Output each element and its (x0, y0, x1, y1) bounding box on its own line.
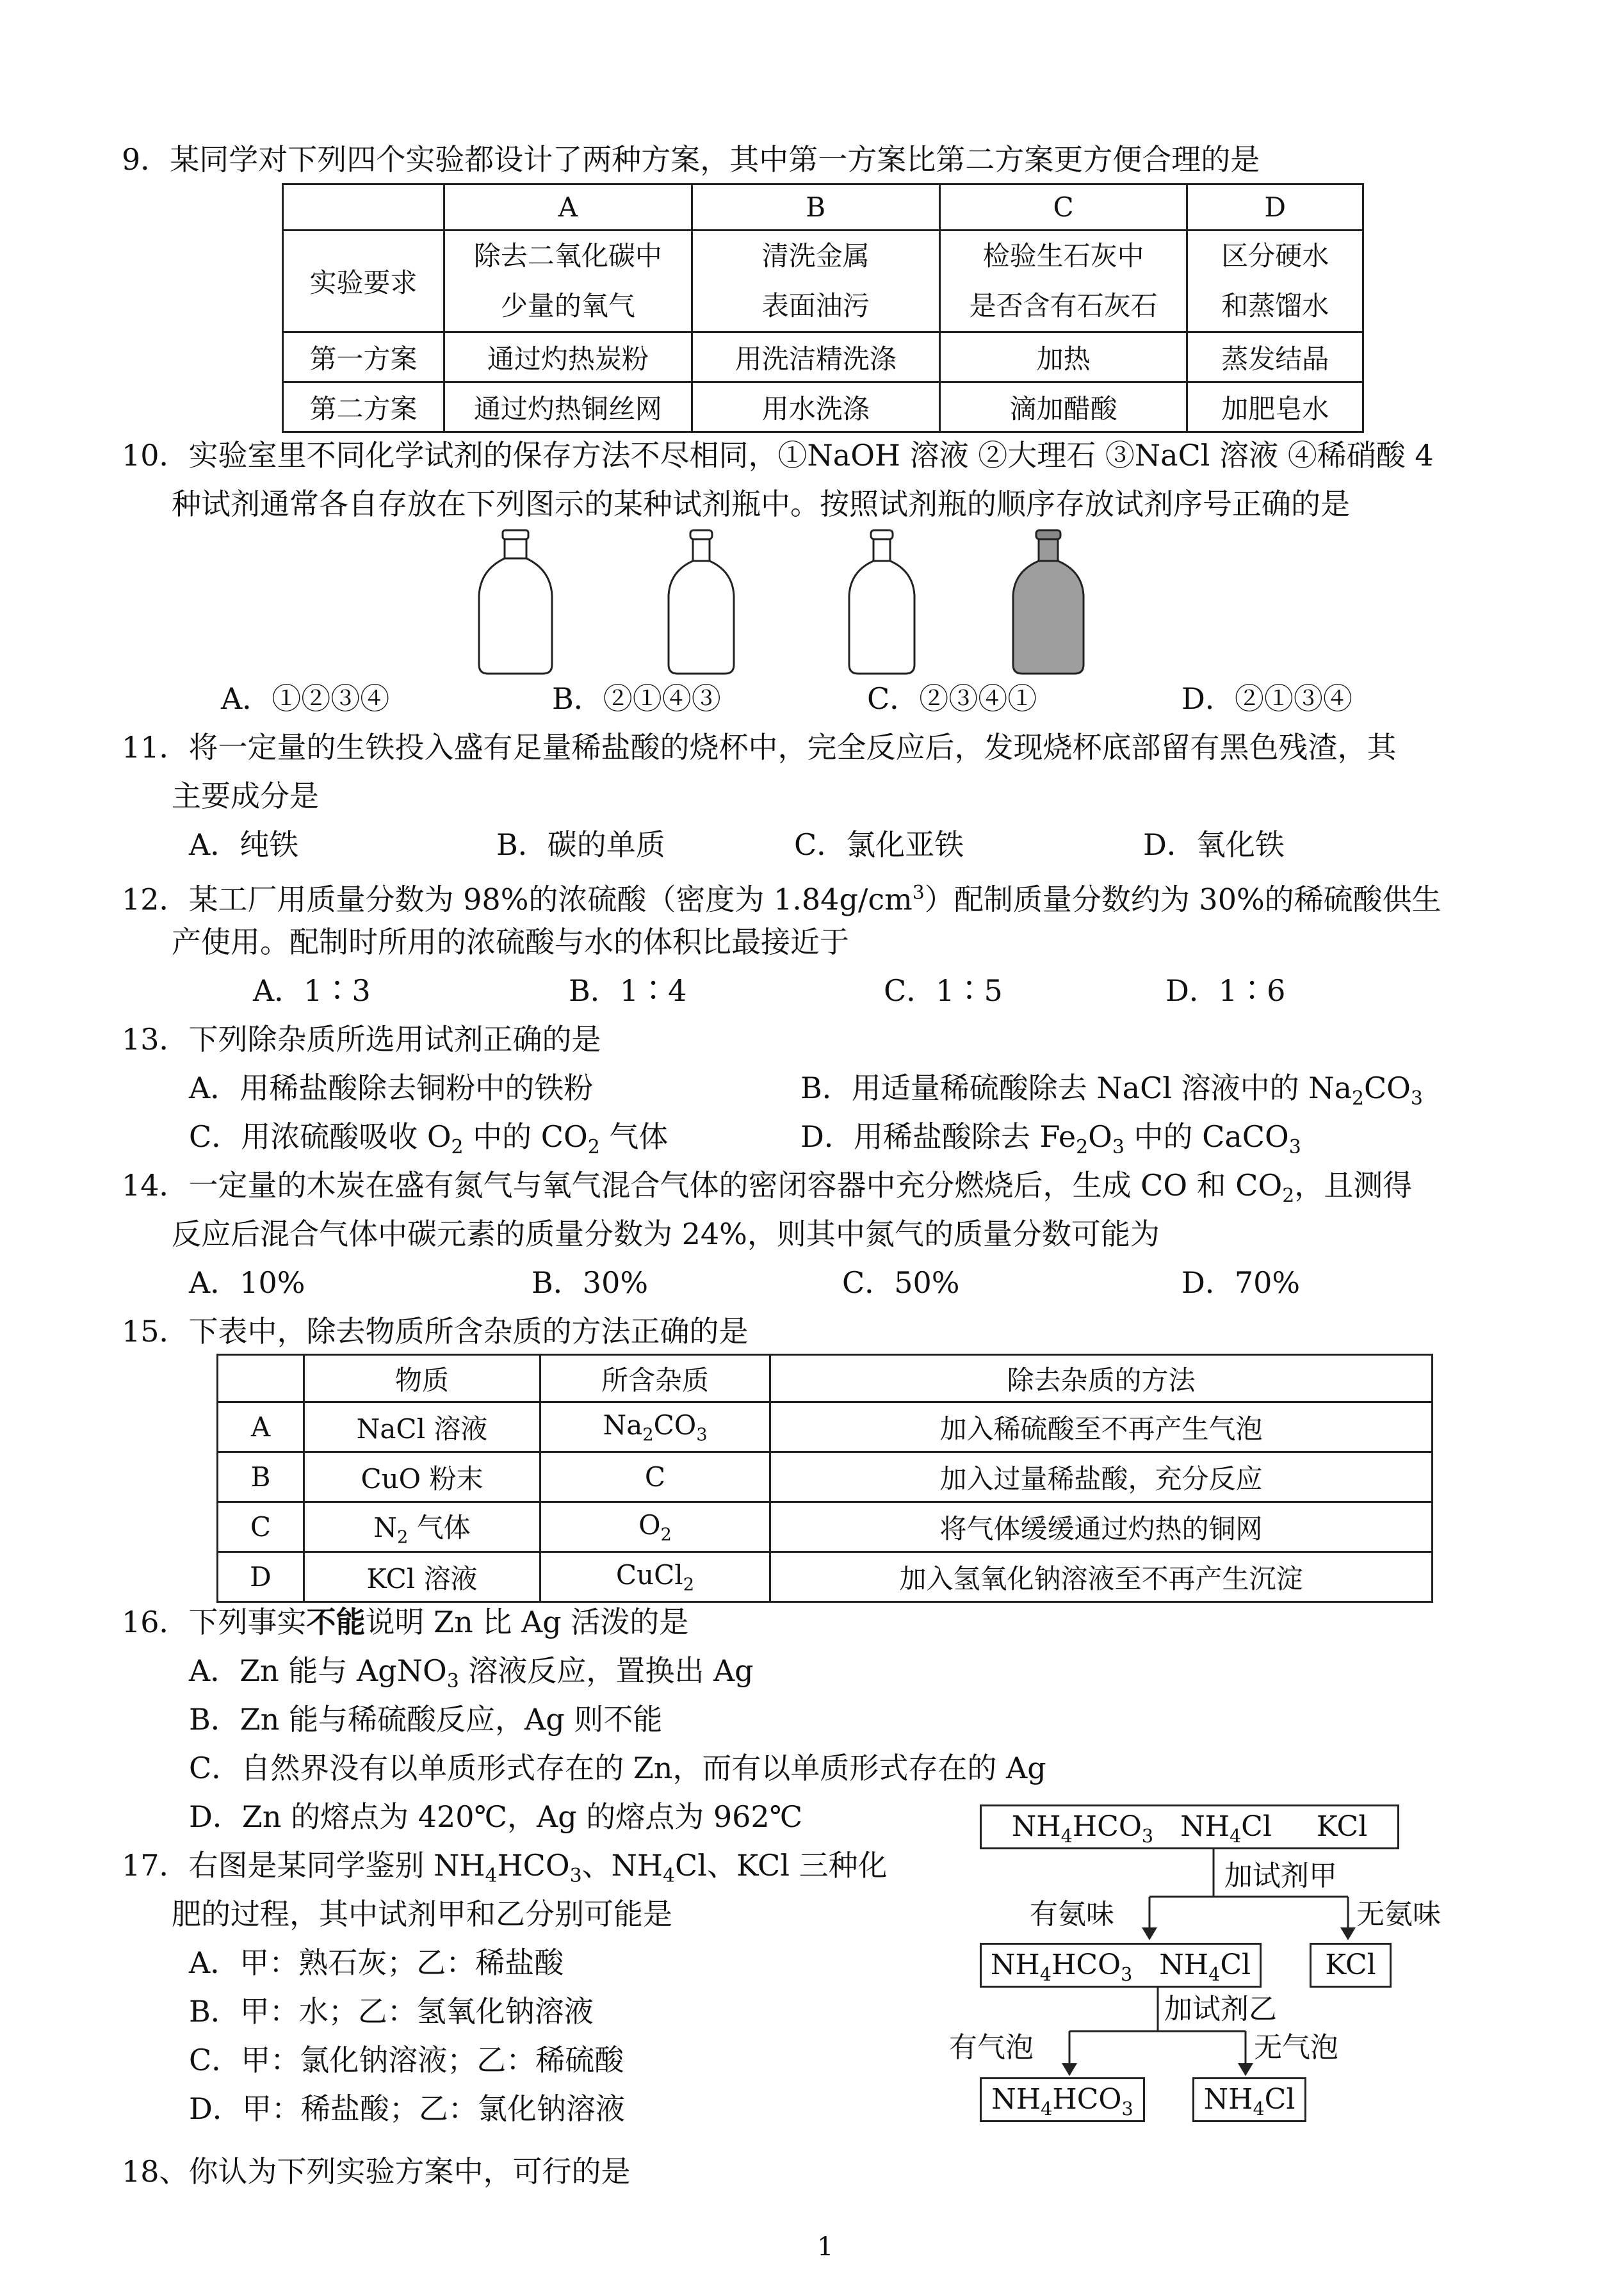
q12-option-d: D．1∶6 (1165, 973, 1286, 1008)
q10-option-b: B．②①④③ (552, 681, 721, 716)
q14-stem-line2: 反应后混合气体中碳元素的质量分数为 24%，则其中氮气的质量分数可能为 (172, 1217, 1160, 1251)
q16-option-d: D．Zn 的熔点为 420℃，Ag 的熔点为 962℃ (189, 1799, 803, 1834)
flow-label-reagent1: 加试剂甲 (1224, 1860, 1337, 1892)
q14-option-a: A．10% (189, 1265, 305, 1300)
q15-row-d-impurity: CuCl$_2$ (540, 1552, 770, 1602)
flow-label-no-bubbles: 无气泡 (1254, 2031, 1338, 2064)
q15-row-a-method: 加入稀硫酸至不再产生气泡 (770, 1402, 1433, 1452)
q15-row-d-key: D (218, 1552, 304, 1602)
q14-option-c: C．50% (842, 1265, 960, 1300)
q11-stem-line1: 11．将一定量的生铁投入盛有足量稀盐酸的烧杯中，完全反应后，发现烧杯底部留有黑色残渣，其 (122, 730, 1397, 765)
q15-row-a-impurity: $Na_2CO_3$ (540, 1402, 770, 1452)
q16-option-c: C．自然界没有以单质形式存在的 Zn，而有以单质形式存在的 Ag (189, 1751, 1046, 1785)
q13-option-a: A．用稀盐酸除去铜粉中的铁粉 (189, 1071, 594, 1105)
q9-row2-d: 加肥皂水 (1187, 382, 1363, 432)
q12-option-b: B．1∶4 (569, 973, 687, 1008)
q12-stem-line1: 12．某工厂用质量分数为 98%的浓硫酸（密度为 $1.84g/cm^3$）配制质量分数约为 30%的稀硫酸供生 (122, 882, 1441, 917)
q14-option-d: D．70% (1181, 1265, 1301, 1300)
flow-label-no-ammonia-smell: 无氨味 (1356, 1898, 1441, 1931)
q15-row-b-substance: CuO 粉末 (304, 1452, 540, 1502)
q9-row1-label: 第一方案 (283, 332, 444, 382)
q10-stem-line1: 10．实验室里不同化学试剂的保存方法不尽相同，①NaOH 溶液 ②大理石 ③NaCl 溶液 ④稀硝酸 4 (122, 438, 1434, 473)
q9-row1-b: 用洗洁精洗涤 (692, 332, 939, 382)
flow-label-bubbles: 有气泡 (949, 2031, 1034, 2064)
page-number: 1 (817, 2232, 834, 2262)
q10-option-c: C．②③④① (867, 681, 1037, 716)
q9-row2-c: 滴加醋酸 (939, 382, 1187, 432)
q14-stem-line1: 14．一定量的木炭在盛有氮气与氧气混合气体的密闭容器中充分燃烧后，生成 CO 和 $CO_2$，且测得 (122, 1168, 1413, 1208)
q13-option-d: D．用稀盐酸除去 $Fe_2O_3$ 中的 CaCO$_3$ (800, 1119, 1301, 1159)
q15-row-d-method: 加入氢氧化钠溶液至不再产生沉淀 (770, 1552, 1433, 1602)
q11-option-a: A．纯铁 (189, 827, 299, 862)
flow-box-all-fertilizers: $NH_4HCO_3$ $NH_4Cl$ KCl (980, 1804, 1399, 1849)
q16-emphasis-not: 不能 (306, 1605, 366, 1639)
q14-option-b: B．30% (532, 1265, 649, 1300)
q11-option-b: B．碳的单质 (496, 827, 665, 862)
q11-option-d: D．氧化铁 (1143, 827, 1285, 862)
q9-row1-c: 加热 (939, 332, 1187, 382)
q17-option-c: C．甲：氯化钠溶液；乙：稀硫酸 (189, 2043, 624, 2077)
q10-option-a: A．①②③④ (221, 681, 390, 716)
flow-box-nh4hco3: $NH_4HCO_3$ (980, 2077, 1145, 2122)
flow-label-ammonia-smell: 有氨味 (1030, 1898, 1114, 1931)
q16-option-a: A．Zn 能与 AgNO$_3$ 溶液反应，置换出 Ag (189, 1653, 754, 1693)
q17-option-a: A．甲：熟石灰；乙：稀盐酸 (189, 1945, 564, 1980)
q15-row-b-method: 加入过量稀盐酸，充分反应 (770, 1452, 1433, 1502)
q15-stem: 15．下表中，除去物质所含杂质的方法正确的是 (122, 1314, 749, 1349)
flow-label-reagent2: 加试剂乙 (1164, 1993, 1277, 2025)
q9-req-a: 除去二氧化碳中 少量的氧气 (444, 231, 692, 332)
q9-stem: 9．某同学对下列四个实验都设计了两种方案，其中第一方案比第二方案更方便合理的是 (122, 142, 1260, 177)
q11-option-c: C．氯化亚铁 (794, 827, 964, 862)
q15-row-c-key: C (218, 1502, 304, 1552)
q13-option-b: B．用适量稀硫酸除去 NaCl 溶液中的 $Na_2CO_3$ (800, 1071, 1423, 1110)
q16-option-b: B．Zn 能与稀硫酸反应，Ag 则不能 (189, 1702, 663, 1737)
flow-box-nh4-pair: $NH_4HCO_3$ $NH_4Cl$ (980, 1943, 1262, 1988)
q9-row1-d: 蒸发结晶 (1187, 332, 1363, 382)
q9-row1-a: 通过灼热炭粉 (444, 332, 692, 382)
q18-stem: 18、你认为下列实验方案中，可行的是 (122, 2154, 631, 2189)
q17-stem-line1: 17．右图是某同学鉴别 $NH_4HCO_3$、$NH_4Cl$、KCl 三种化 (122, 1848, 888, 1888)
q15-row-b-key: B (218, 1452, 304, 1502)
q9-row2-label: 第二方案 (283, 382, 444, 432)
q9-row2-b: 用水洗涤 (692, 382, 939, 432)
q11-stem-line2: 主要成分是 (172, 779, 319, 813)
q17-option-d: D．甲：稀盐酸；乙：氯化钠溶液 (189, 2091, 625, 2126)
q9-header-c: C (939, 184, 1187, 231)
q9-header-a: A (444, 184, 692, 231)
flow-box-nh4cl: $NH_4Cl$ (1192, 2077, 1306, 2122)
q17-option-b: B．甲：水；乙：氢氧化钠溶液 (189, 1994, 594, 2029)
q9-req-d: 区分硬水 和蒸馏水 (1187, 231, 1363, 332)
q16-stem: 16．下列事实不能说明 Zn 比 Ag 活泼的是 (122, 1605, 689, 1639)
q9-req-c: 检验生石灰中 是否含有石灰石 (939, 231, 1187, 332)
q12-option-c: C．1∶5 (884, 973, 1003, 1008)
flow-box-kcl: KCl (1310, 1943, 1392, 1988)
q15-row-c-impurity: $O_2$ (540, 1502, 770, 1552)
q9-req-label: 实验要求 (283, 231, 444, 332)
q9-header-b: B (692, 184, 939, 231)
q15-header-impurity: 所含杂质 (540, 1355, 770, 1402)
q9-req-b: 清洗金属 表面油污 (692, 231, 939, 332)
q15-row-a-substance: NaCl 溶液 (304, 1402, 540, 1452)
q12-stem-line2: 产使用。配制时所用的浓硫酸与水的体积比最接近于 (172, 925, 849, 959)
q13-stem: 13．下列除杂质所选用试剂正确的是 (122, 1022, 601, 1057)
q15-row-a-key: A (218, 1402, 304, 1452)
q13-option-c: C．用浓硫酸吸收 $O_2$ 中的 $CO_2$ 气体 (189, 1119, 669, 1159)
q15-row-c-method: 将气体缓缓通过灼热的铜网 (770, 1502, 1433, 1552)
q15-header-method: 除去杂质的方法 (770, 1355, 1433, 1402)
q10-stem-line2: 种试剂通常各自存放在下列图示的某种试剂瓶中。按照试剂瓶的顺序存放试剂序号正确的是 (172, 487, 1350, 521)
q15-row-c-substance: $N_2$ 气体 (304, 1502, 540, 1552)
q15-header-substance: 物质 (304, 1355, 540, 1402)
q17-stem-line2: 肥的过程，其中试剂甲和乙分别可能是 (172, 1897, 672, 1931)
q9-row2-a: 通过灼热铜丝网 (444, 382, 692, 432)
q10-option-d: D．②①③④ (1181, 681, 1352, 716)
q12-option-a: A．1∶3 (253, 973, 371, 1008)
q15-row-d-substance: KCl 溶液 (304, 1552, 540, 1602)
q15-row-b-impurity: C (540, 1452, 770, 1502)
q9-header-d: D (1187, 184, 1363, 231)
